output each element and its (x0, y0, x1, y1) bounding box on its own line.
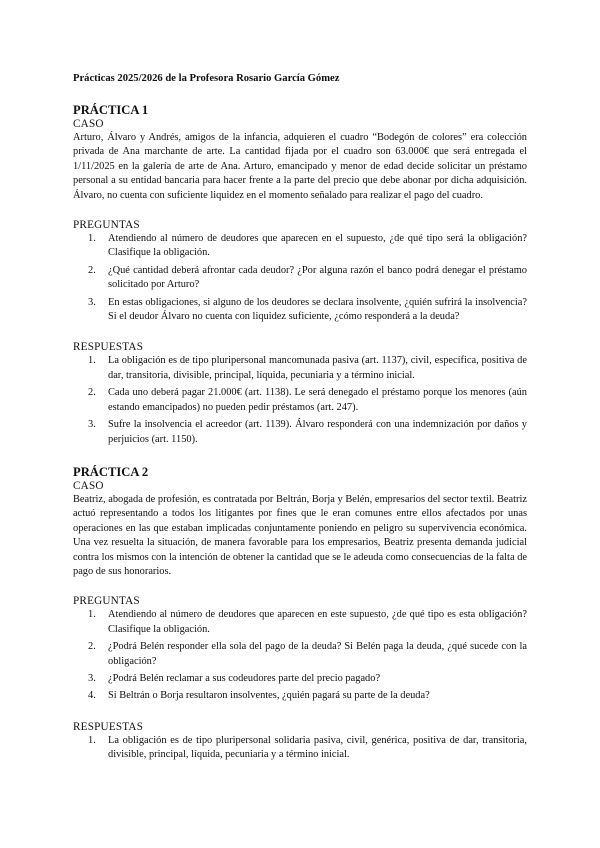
practice-1 (73, 103, 527, 447)
practice-1-title: PRÁCTICA 1 (73, 103, 149, 117)
practice-2-answers-label: RESPUESTAS (73, 720, 144, 733)
question-item: 4. Si Beltrán o Borja resultaron insolventes, ¿quién pagará su parte de la deuda? (88, 690, 430, 702)
document-page (73, 72, 527, 766)
question-item: 1. Atendiendo al número de deudores que aparecen en el supuesto, ¿de qué tipo será la obligación? Clasifique la obligación. (88, 233, 527, 259)
answer-item: 1. La obligación es de tipo pluripersonal mancomunada pasiva (art. 1137), civil, específica, positiva de dar, transitoria, divisible, principal, líquida, pecuniaria y a término inicial. (88, 355, 527, 381)
practice-2 (73, 465, 527, 763)
answer-item: 2. Cada uno deberá pagar 21.000€ (art. 1138). Le será denegado el préstamo porque los menores (aún estando emancipados) no pueden pedir préstamos (art. 247). (88, 387, 527, 413)
practice-2-answers-list (73, 734, 527, 763)
practice-2-questions-label: PREGUNTAS (73, 595, 140, 608)
document-title: Prácticas 2025/2026 de la Profesora Rosario García Gómez (73, 73, 340, 84)
practice-1-case-text: Arturo, Álvaro y Andrés, amigos de la infancia, adquieren el cuadro “Bodegón de colores” era colección privada de Ana marchante de arte. La cantidad fijada por el cuadro son 63.000€ que será entregada el 1/11/2025 en la galería de arte de Ana. Arturo, emancipado y menor de edad decide solicitar un préstamo personal a su entidad bancaria para hacer frente a la parte del precio que debe abonar por dicha adquisición. Álvaro, no cuenta con suficiente liquidez en el momento señalado para realizar el pago del cuadro. (73, 132, 527, 201)
question-item: 1. Atendiendo al número de deudores que aparecen en este supuesto, ¿de qué tipo es esta obligación? Clasifique la obligación. (88, 609, 527, 635)
practice-1-questions-label: PREGUNTAS (73, 219, 140, 232)
question-item: 3. ¿Podrá Belén reclamar a sus codeudores parte del precio pagado? (88, 672, 381, 684)
practice-1-answers-label: RESPUESTAS (73, 341, 144, 354)
practice-2-case-label: CASO (73, 479, 104, 492)
practice-2-questions-list (73, 608, 527, 703)
question-item: 2. ¿Qué cantidad deberá afrontar cada deudor? ¿Por alguna razón el banco podrá denegar el préstamo solicitado por Arturo? (88, 264, 527, 291)
answer-item: 3. Sufre la insolvencia el acreedor (art. 1139). Álvaro responderá con una indemnización por daños y perjuicios (art. 1150). (88, 419, 527, 445)
question-item: 2. ¿Podrá Belén responder ella sola del pago de la deuda? Si Belén paga la deuda, ¿qué sucede con la obligación? (88, 641, 527, 667)
question-item: 3. En estas obligaciones, si alguno de los deudores se declara insolvente, ¿quién sufrirá la insolvencia? Si el deudor Álvaro no cuenta con liquidez suficiente, ¿cómo responderá a la deuda? (88, 296, 527, 323)
practice-2-case-text: Beatriz, abogada de profesión, es contratada por Beltrán, Borja y Belén, empresarios del sector textil. Beatriz actuó representando a todos los litigantes por fines que le eran comunes entre ellos afectados por unas operaciones en las que estaban implicadas conjuntamente poniendo en peligro su supervivencia económica. Una vez resuelta la situación, de manera favorable para los empresarios, Beatriz presenta demanda judicial contra los mismos con la intención de obtener la cantidad que se le adeuda como consecuencias de la falta de pago de sus honorarios. (73, 493, 527, 577)
practice-1-case-label: CASO (73, 118, 104, 130)
practice-2-title: PRÁCTICA 2 (73, 464, 149, 479)
practice-1-answers-list (73, 354, 527, 446)
practice-1-questions-list (73, 232, 527, 324)
answer-item: 1. La obligación es de tipo pluripersonal solidaria pasiva, civil, genérica, positiva de dar, transitoria, divisible, principal, líquida, pecuniaria y a término inicial. (88, 734, 527, 761)
